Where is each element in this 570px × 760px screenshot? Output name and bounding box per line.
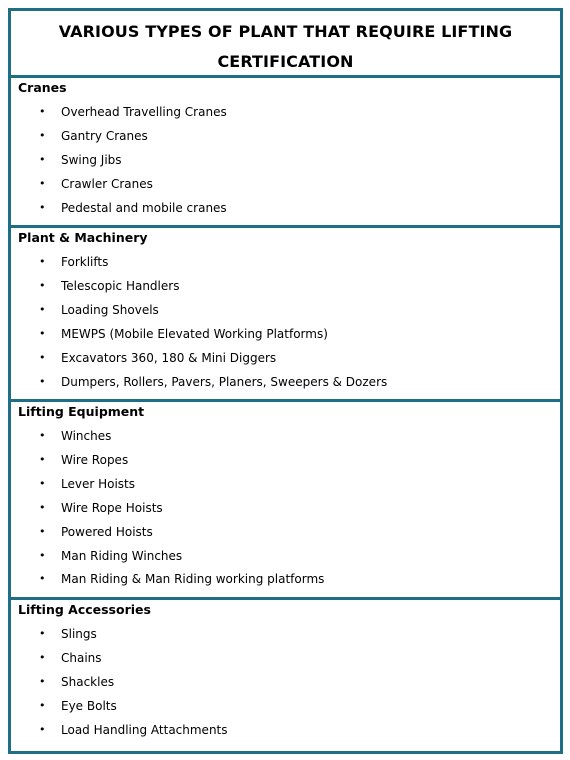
list-item — [11, 300, 560, 324]
bullet-icon: • — [39, 572, 46, 585]
list-item-label: Slings — [61, 627, 97, 641]
list-item — [11, 372, 560, 396]
list-item-label: Wire Ropes — [61, 453, 129, 467]
list-item — [11, 648, 560, 672]
list-item-label: Pedestal and mobile cranes — [61, 201, 227, 215]
bullet-icon: • — [39, 279, 46, 292]
bullet-icon: • — [39, 129, 46, 142]
list-item-label: Powered Hoists — [61, 525, 153, 539]
bullet-icon: • — [39, 477, 46, 490]
bullet-icon: • — [39, 351, 46, 364]
bullet-icon: • — [39, 177, 46, 190]
list-item-label: Winches — [61, 429, 112, 443]
list-item — [11, 252, 560, 276]
list-item-label: Load Handling Attachments — [61, 723, 228, 737]
list-item — [11, 624, 560, 648]
list-item — [11, 174, 560, 198]
section-lifting-equipment — [11, 402, 560, 600]
title-cell — [11, 11, 560, 78]
list-item-label: Wire Rope Hoists — [61, 501, 163, 515]
page-title-line-2: CERTIFICATION — [217, 52, 354, 71]
list-item-label: Chains — [61, 651, 102, 665]
section-heading-lifting-accessories: Lifting Accessories — [18, 602, 151, 617]
list-item — [11, 426, 560, 450]
bullet-icon: • — [39, 501, 46, 514]
list-item — [11, 672, 560, 696]
bullet-icon: • — [39, 549, 46, 562]
section-heading-cranes: Cranes — [18, 80, 67, 95]
list-item-label: Gantry Cranes — [61, 129, 148, 143]
section-heading-lifting-equipment: Lifting Equipment — [18, 404, 145, 419]
list-item-label: Swing Jibs — [61, 153, 122, 167]
list-item — [11, 720, 560, 744]
page-title-line-1: VARIOUS TYPES OF PLANT THAT REQUIRE LIFTING — [58, 22, 513, 41]
list-item — [11, 546, 560, 570]
bullet-icon: • — [39, 651, 46, 664]
list-item — [11, 102, 560, 126]
bullet-icon: • — [39, 303, 46, 316]
list-item-label: Overhead Travelling Cranes — [61, 105, 227, 119]
list-item — [11, 276, 560, 300]
list-item — [11, 126, 560, 150]
list-item — [11, 696, 560, 720]
list-item-label: Eye Bolts — [61, 699, 117, 713]
section-lifting-accessories — [11, 600, 560, 751]
list-item — [11, 150, 560, 174]
list-item — [11, 198, 560, 222]
list-item-label: Forklifts — [61, 255, 109, 269]
bullet-icon: • — [39, 153, 46, 166]
list-item-label: Shackles — [61, 675, 115, 689]
list-item — [11, 450, 560, 474]
bullet-icon: • — [39, 105, 46, 118]
bullet-icon: • — [39, 627, 46, 640]
section-cranes — [11, 78, 560, 228]
bullet-icon: • — [39, 327, 46, 340]
list-item-label: Man Riding Winches — [61, 549, 183, 563]
bullet-icon: • — [39, 255, 46, 268]
plant-certification-table — [8, 8, 563, 754]
list-item-label: Loading Shovels — [61, 303, 159, 317]
bullet-icon: • — [39, 675, 46, 688]
list-item — [11, 522, 560, 546]
list-item-label: Lever Hoists — [61, 477, 135, 491]
bullet-icon: • — [39, 201, 46, 214]
bullet-icon: • — [39, 525, 46, 538]
list-item-label: Excavators 360, 180 & Mini Diggers — [61, 351, 277, 365]
bullet-icon: • — [39, 429, 46, 442]
section-plant-machinery — [11, 228, 560, 402]
bullet-icon: • — [39, 453, 46, 466]
bullet-icon: • — [39, 699, 46, 712]
list-item — [11, 498, 560, 522]
list-item — [11, 348, 560, 372]
list-item — [11, 474, 560, 498]
list-item-label: Man Riding & Man Riding working platforms — [61, 572, 325, 586]
list-item-label: Dumpers, Rollers, Pavers, Planers, Sweepers & Dozers — [61, 375, 388, 389]
list-item-label: Telescopic Handlers — [61, 279, 180, 293]
bullet-icon: • — [39, 723, 46, 736]
list-item-label: MEWPS (Mobile Elevated Working Platforms) — [61, 327, 328, 341]
list-item-label: Crawler Cranes — [61, 177, 153, 191]
bullet-icon: • — [39, 375, 46, 388]
list-item — [11, 569, 560, 593]
list-item — [11, 324, 560, 348]
section-heading-plant-machinery: Plant & Machinery — [18, 230, 148, 245]
